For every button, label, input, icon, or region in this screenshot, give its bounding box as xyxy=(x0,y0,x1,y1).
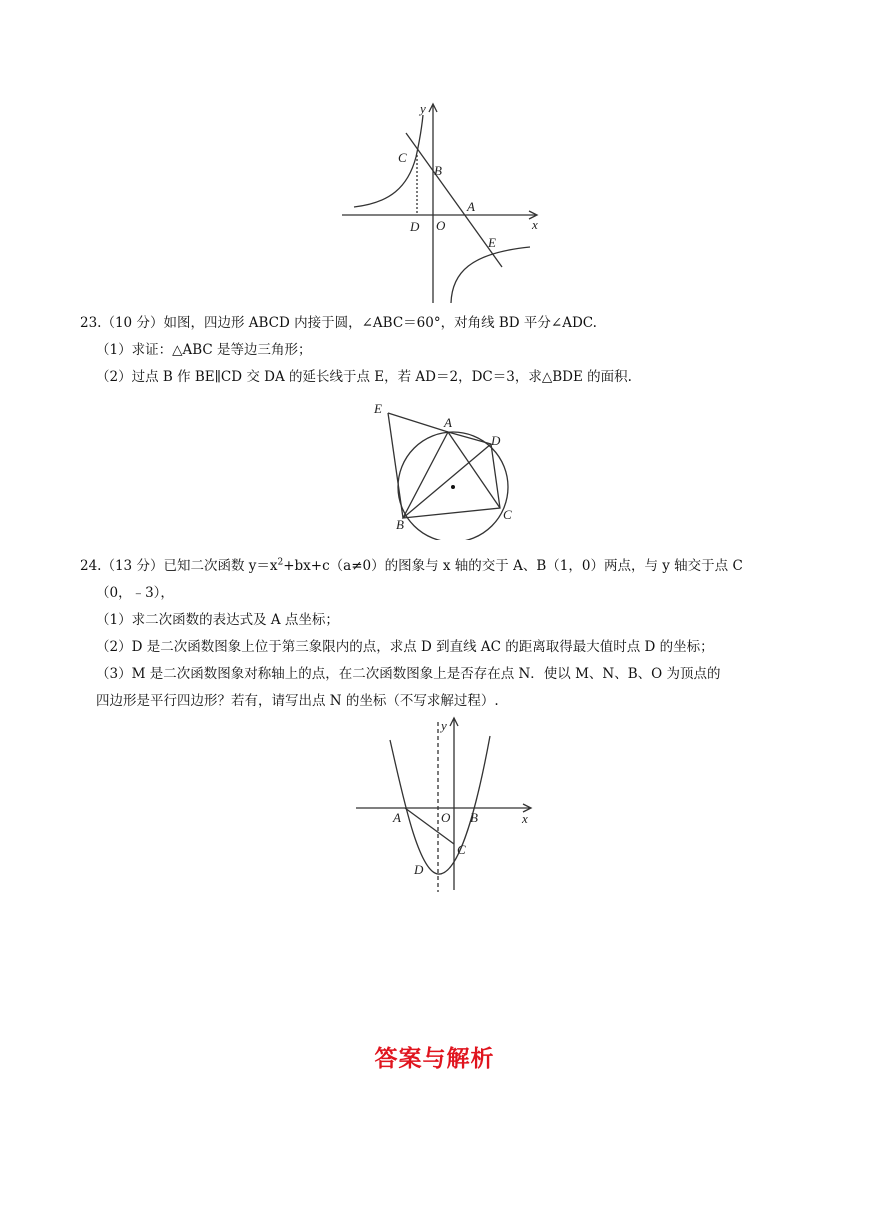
q24-part1: （1）求二次函数的表达式及 A 点坐标； xyxy=(96,612,339,628)
figure-parabola xyxy=(350,712,540,897)
label-O: O xyxy=(436,218,446,233)
parabola-curve xyxy=(390,736,490,874)
label-E: E xyxy=(488,235,496,250)
q24-stem-b: +bx+c（a≠0）的图象与 x 轴的交于 A、B（1，0）两点，与 y 轴交于点 C xyxy=(283,558,743,574)
circle-center-dot xyxy=(451,485,455,489)
label-y: y xyxy=(420,101,426,116)
segment-EB xyxy=(388,413,403,518)
label-A: A xyxy=(444,415,452,430)
q24-part3-line1: （3）M 是二次函数图象对称轴上的点，在二次函数图象上是否存在点 N．使以 M、N、B、O 为顶点的 xyxy=(96,666,721,682)
figure-cyclic-quadrilateral xyxy=(360,395,530,540)
label-D: D xyxy=(414,862,424,877)
label-A: A xyxy=(467,199,475,214)
label-O: O xyxy=(441,810,451,825)
label-D: D xyxy=(410,219,420,234)
q24-stem-line2: （0，﹣3）， xyxy=(96,585,174,601)
hyperbola-branch-upper xyxy=(354,115,423,207)
q24-stem xyxy=(80,557,743,575)
segment-EA xyxy=(388,413,448,432)
label-B: B xyxy=(434,163,442,178)
label-C: C xyxy=(503,507,512,522)
answer-section-heading: 答案与解析 xyxy=(374,1046,495,1072)
label-C: C xyxy=(398,150,407,165)
label-x: x xyxy=(522,811,528,826)
label-x: x xyxy=(532,217,538,232)
label-E: E xyxy=(374,401,382,416)
figure-hyperbola-line xyxy=(330,95,550,310)
label-y: y xyxy=(441,718,447,733)
q23-stem: 23.（10 分）如图，四边形 ABCD 内接于圆，∠ABC＝60°，对角线 BD 平分∠ADC. xyxy=(80,315,597,331)
hyperbola-branch-lower xyxy=(451,247,530,303)
label-B: B xyxy=(396,517,404,532)
diagonal-BD xyxy=(403,444,491,518)
q24-part2: （2）D 是二次函数图象上位于第三象限内的点，求点 D 到直线 AC 的距离取得最大值时点 D 的坐标； xyxy=(96,639,714,655)
q24-part3-line2: 四边形是平行四边形？若有，请写出点 N 的坐标（不写求解过程）. xyxy=(96,693,499,709)
q24-stem-exponent: 2 xyxy=(277,557,284,568)
label-B: B xyxy=(470,810,478,825)
label-C: C xyxy=(457,842,466,857)
label-A: A xyxy=(393,810,401,825)
q23-part2: （2）过点 B 作 BE∥CD 交 DA 的延长线于点 E，若 AD＝2，DC＝3，求△BDE 的面积. xyxy=(96,369,632,385)
q24-stem-a: 24.（13 分）已知二次函数 y＝x xyxy=(80,558,278,574)
label-D: D xyxy=(491,433,501,448)
q23-part1: （1）求证：△ABC 是等边三角形； xyxy=(96,342,312,358)
